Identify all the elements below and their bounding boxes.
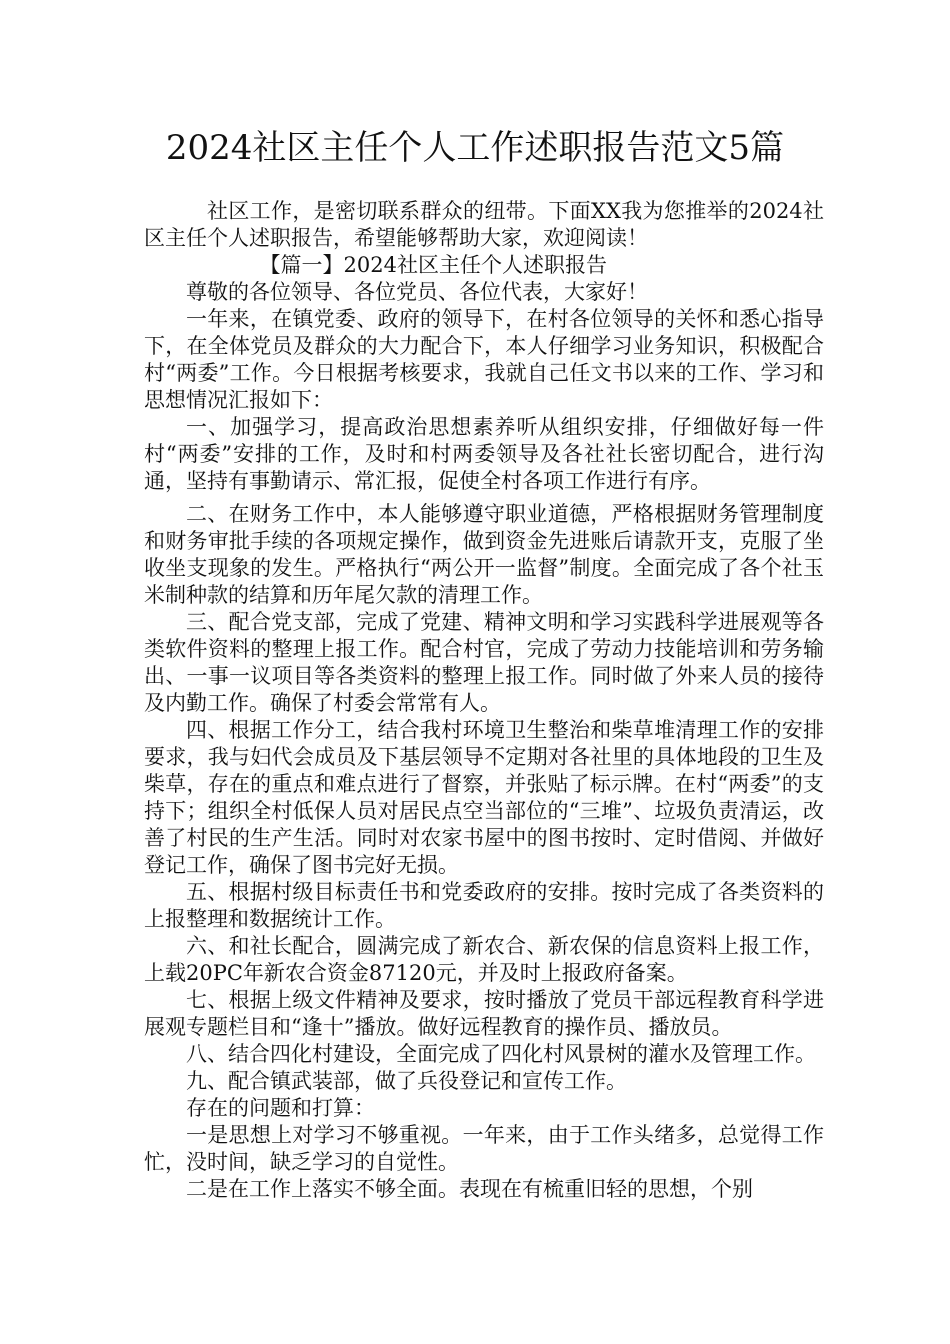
body-paragraph: 二是在工作上落实不够全面。表现在有梳重旧轻的思想，个别 [186, 1177, 753, 1201]
intro-paragraph: 社区工作，是密切联系群众的纽带。下面XX我为您推举的2024社区主任个人述职报告，希望能够帮助大家，欢迎阅读！ [144, 199, 824, 250]
section-heading: 【篇一】2024社区主任个人述职报告 [259, 253, 607, 277]
body-paragraph: 一年来，在镇党委、政府的领导下，在村各位领导的关怀和悉心指导下，在全体党员及群众的大力配合下，本人仔细学习业务知识，积极配合村“两委”工作。今日根据考核要求，我就自己任文书以来的工作、学习和思想情况汇报如下： [144, 307, 824, 412]
body-paragraph: 八、结合四化村建设，全面完成了四化村风景树的灌水及管理工作。 [186, 1042, 816, 1066]
body-paragraph: 五、根据村级目标责任书和党委政府的安排。按时完成了各类资料的上报整理和数据统计工作。 [144, 880, 824, 931]
body-paragraph: 六、和社长配合，圆满完成了新农合、新农保的信息资料上报工作，上载20PC年新农合资金87120元，并及时上报政府备案。 [144, 934, 824, 985]
body-paragraph: 一、加强学习，提高政治思想素养听从组织安排，仔细做好每一件村“两委”安排的工作，及时和村两委领导及各社社长密切配合，进行沟通，坚持有事勤请示、常汇报，促使全村各项工作进行有序。 [144, 415, 824, 493]
salutation-paragraph: 尊敬的各位领导、各位党员、各位代表，大家好！ [186, 280, 648, 304]
body-paragraph: 九、配合镇武装部，做了兵役登记和宣传工作。 [186, 1069, 627, 1093]
body-paragraph: 二、在财务工作中，本人能够遵守职业道德，严格根据财务管理制度和财务审批手续的各项规定操作，做到资金先进账后请款开支，克服了坐收坐支现象的发生。严格执行“两公开一监督”制度。全面完成了各个社玉米制种款的结算和历年尾欠款的清理工作。 [144, 502, 824, 607]
body-paragraph: 三、配合党支部，完成了党建、精神文明和学习实践科学进展观等各类软件资料的整理上报工作。配合村官，完成了劳动力技能培训和劳务输出、一事一议项目等各类资料的整理上报工作。同时做了外来人员的接待及内勤工作。确保了村委会常常有人。 [144, 610, 824, 715]
document-body [144, 198, 824, 1203]
body-paragraph: 一是思想上对学习不够重视。一年来，由于工作头绪多，总觉得工作忙，没时间，缺乏学习的自觉性。 [144, 1123, 824, 1174]
body-paragraph: 七、根据上级文件精神及要求，按时播放了党员干部远程教育科学进展观专题栏目和“逢十”播放。做好远程教育的操作员、播放员。 [144, 988, 824, 1039]
document-title: 2024社区主任个人工作述职报告范文5篇 [165, 128, 785, 168]
body-paragraph: 四、根据工作分工，结合我村环境卫生整治和柴草堆清理工作的安排要求，我与妇代会成员及下基层领导不定期对各社里的具体地段的卫生及柴草，存在的重点和难点进行了督察，并张贴了标示牌。在村“两委”的支持下；组织全村低保人员对居民点空当部位的“三堆”、垃圾负责清运，改善了村民的生产生活。同时对农家书屋中的图书按时、定时借阅、并做好登记工作，确保了图书完好无损。 [144, 718, 824, 877]
body-paragraph: 存在的问题和打算： [186, 1096, 375, 1120]
